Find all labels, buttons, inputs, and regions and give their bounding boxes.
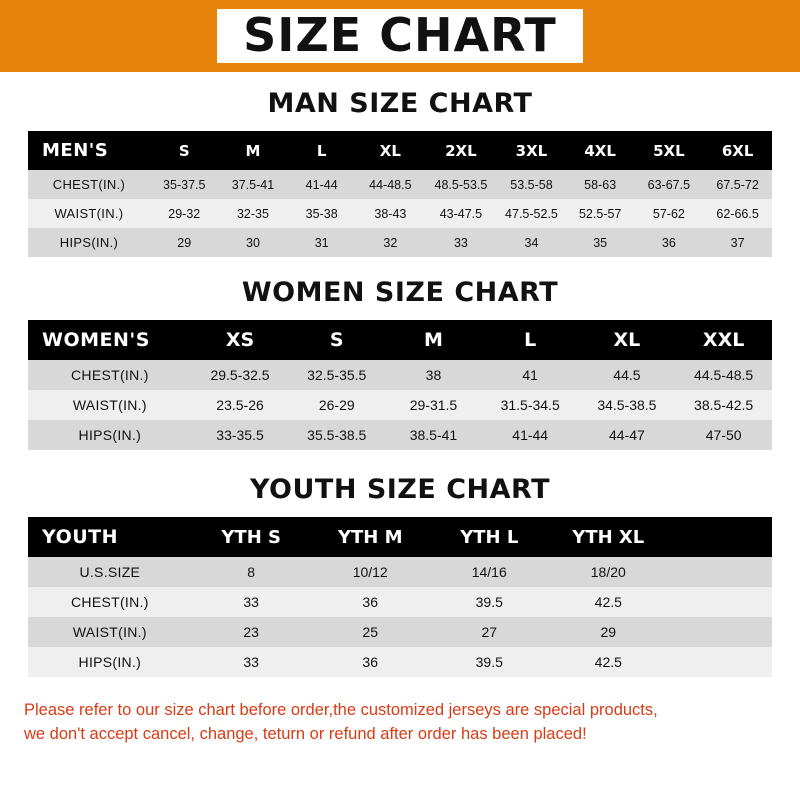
men-col-header: MEN'S xyxy=(28,131,150,170)
cell: 33 xyxy=(192,647,311,677)
men-col-header: XL xyxy=(356,131,425,170)
cell: 44.5 xyxy=(579,360,676,390)
table-row xyxy=(28,617,772,647)
cell xyxy=(668,647,772,677)
cell: 29.5-32.5 xyxy=(192,360,289,390)
cell: 34.5-38.5 xyxy=(579,390,676,420)
cell: 23 xyxy=(192,617,311,647)
cell: 14/16 xyxy=(430,557,549,587)
cell: 18/20 xyxy=(549,557,668,587)
cell xyxy=(668,617,772,647)
cell: 35-37.5 xyxy=(150,170,219,199)
cell: 47-50 xyxy=(675,420,772,450)
men-col-header: 5XL xyxy=(635,131,704,170)
cell: 38 xyxy=(385,360,482,390)
table-row xyxy=(28,228,772,257)
youth-col-header: YTH M xyxy=(311,517,430,557)
cell: 33 xyxy=(192,587,311,617)
footer-note xyxy=(24,699,776,747)
cell: 35-38 xyxy=(287,199,356,228)
page-title: SIZE CHART xyxy=(217,9,583,63)
men-col-header: 4XL xyxy=(566,131,635,170)
men-col-header: 6XL xyxy=(703,131,772,170)
row-label: U.S.SIZE xyxy=(28,557,192,587)
cell: 43-47.5 xyxy=(425,199,497,228)
row-label: WAIST(IN.) xyxy=(28,390,192,420)
men-col-header: S xyxy=(150,131,219,170)
cell: 42.5 xyxy=(549,587,668,617)
cell: 29-32 xyxy=(150,199,219,228)
cell: 31 xyxy=(287,228,356,257)
row-label: HIPS(IN.) xyxy=(28,228,150,257)
cell: 31.5-34.5 xyxy=(482,390,579,420)
youth-header-row xyxy=(28,517,772,557)
cell: 38-43 xyxy=(356,199,425,228)
cell: 32-35 xyxy=(219,199,288,228)
cell: 8 xyxy=(192,557,311,587)
cell: 44-48.5 xyxy=(356,170,425,199)
women-section-title: WOMEN SIZE CHART xyxy=(241,277,559,308)
cell: 29-31.5 xyxy=(385,390,482,420)
women-col-header: XS xyxy=(192,320,289,360)
cell: 36 xyxy=(635,228,704,257)
men-col-header: 3XL xyxy=(497,131,566,170)
cell: 38.5-41 xyxy=(385,420,482,450)
row-label: WAIST(IN.) xyxy=(28,199,150,228)
row-label: CHEST(IN.) xyxy=(28,587,192,617)
table-row xyxy=(28,587,772,617)
cell: 48.5-53.5 xyxy=(425,170,497,199)
cell: 41-44 xyxy=(482,420,579,450)
header-band xyxy=(0,0,800,72)
row-label: HIPS(IN.) xyxy=(28,647,192,677)
women-header-row xyxy=(28,320,772,360)
cell: 35 xyxy=(566,228,635,257)
cell: 47.5-52.5 xyxy=(497,199,566,228)
women-size-table xyxy=(28,320,772,450)
cell: 41-44 xyxy=(287,170,356,199)
table-row xyxy=(28,390,772,420)
women-col-header: L xyxy=(482,320,579,360)
cell: 33 xyxy=(425,228,497,257)
cell: 41 xyxy=(482,360,579,390)
cell: 35.5-38.5 xyxy=(288,420,385,450)
cell: 39.5 xyxy=(430,647,549,677)
cell: 27 xyxy=(430,617,549,647)
table-row xyxy=(28,170,772,199)
men-table-wrap xyxy=(28,131,772,257)
table-row xyxy=(28,557,772,587)
youth-section-title: YOUTH SIZE CHART xyxy=(249,474,551,505)
cell: 34 xyxy=(497,228,566,257)
women-col-header: WOMEN'S xyxy=(28,320,192,360)
men-section-title: MAN SIZE CHART xyxy=(267,88,533,119)
youth-col-header: YTH S xyxy=(192,517,311,557)
row-label: CHEST(IN.) xyxy=(28,170,150,199)
men-col-header: M xyxy=(219,131,288,170)
cell: 33-35.5 xyxy=(192,420,289,450)
cell: 42.5 xyxy=(549,647,668,677)
row-label: CHEST(IN.) xyxy=(28,360,192,390)
cell: 38.5-42.5 xyxy=(675,390,772,420)
table-row xyxy=(28,420,772,450)
cell xyxy=(668,587,772,617)
table-row xyxy=(28,647,772,677)
men-size-table xyxy=(28,131,772,257)
cell: 36 xyxy=(311,647,430,677)
cell: 37.5-41 xyxy=(219,170,288,199)
cell: 32 xyxy=(356,228,425,257)
women-col-header: XL xyxy=(579,320,676,360)
cell: 67.5-72 xyxy=(703,170,772,199)
table-row xyxy=(28,360,772,390)
cell: 29 xyxy=(150,228,219,257)
cell: 39.5 xyxy=(430,587,549,617)
men-col-header: 2XL xyxy=(425,131,497,170)
row-label: WAIST(IN.) xyxy=(28,617,192,647)
cell: 32.5-35.5 xyxy=(288,360,385,390)
cell: 44.5-48.5 xyxy=(675,360,772,390)
women-col-header: M xyxy=(385,320,482,360)
row-label: HIPS(IN.) xyxy=(28,420,192,450)
cell xyxy=(668,557,772,587)
women-col-header: XXL xyxy=(675,320,772,360)
youth-col-header-empty xyxy=(668,517,772,557)
cell: 25 xyxy=(311,617,430,647)
cell: 44-47 xyxy=(579,420,676,450)
youth-col-header: YOUTH xyxy=(28,517,192,557)
cell: 63-67.5 xyxy=(635,170,704,199)
cell: 52.5-57 xyxy=(566,199,635,228)
cell: 30 xyxy=(219,228,288,257)
youth-col-header: YTH XL xyxy=(549,517,668,557)
cell: 23.5-26 xyxy=(192,390,289,420)
cell: 26-29 xyxy=(288,390,385,420)
cell: 53.5-58 xyxy=(497,170,566,199)
women-table-wrap xyxy=(28,320,772,450)
footer-note-line-1: Please refer to our size chart before order,the customized jerseys are special products, xyxy=(24,701,658,719)
cell: 58-63 xyxy=(566,170,635,199)
table-row xyxy=(28,199,772,228)
cell: 29 xyxy=(549,617,668,647)
cell: 57-62 xyxy=(635,199,704,228)
footer-note-line-2: we don't accept cancel, change, teturn or refund after order has been placed! xyxy=(24,724,587,743)
cell: 36 xyxy=(311,587,430,617)
women-col-header: S xyxy=(288,320,385,360)
cell: 10/12 xyxy=(311,557,430,587)
youth-table-wrap xyxy=(28,517,772,677)
cell: 62-66.5 xyxy=(703,199,772,228)
cell: 37 xyxy=(703,228,772,257)
youth-size-table xyxy=(28,517,772,677)
men-col-header: L xyxy=(287,131,356,170)
men-header-row xyxy=(28,131,772,170)
youth-col-header: YTH L xyxy=(430,517,549,557)
